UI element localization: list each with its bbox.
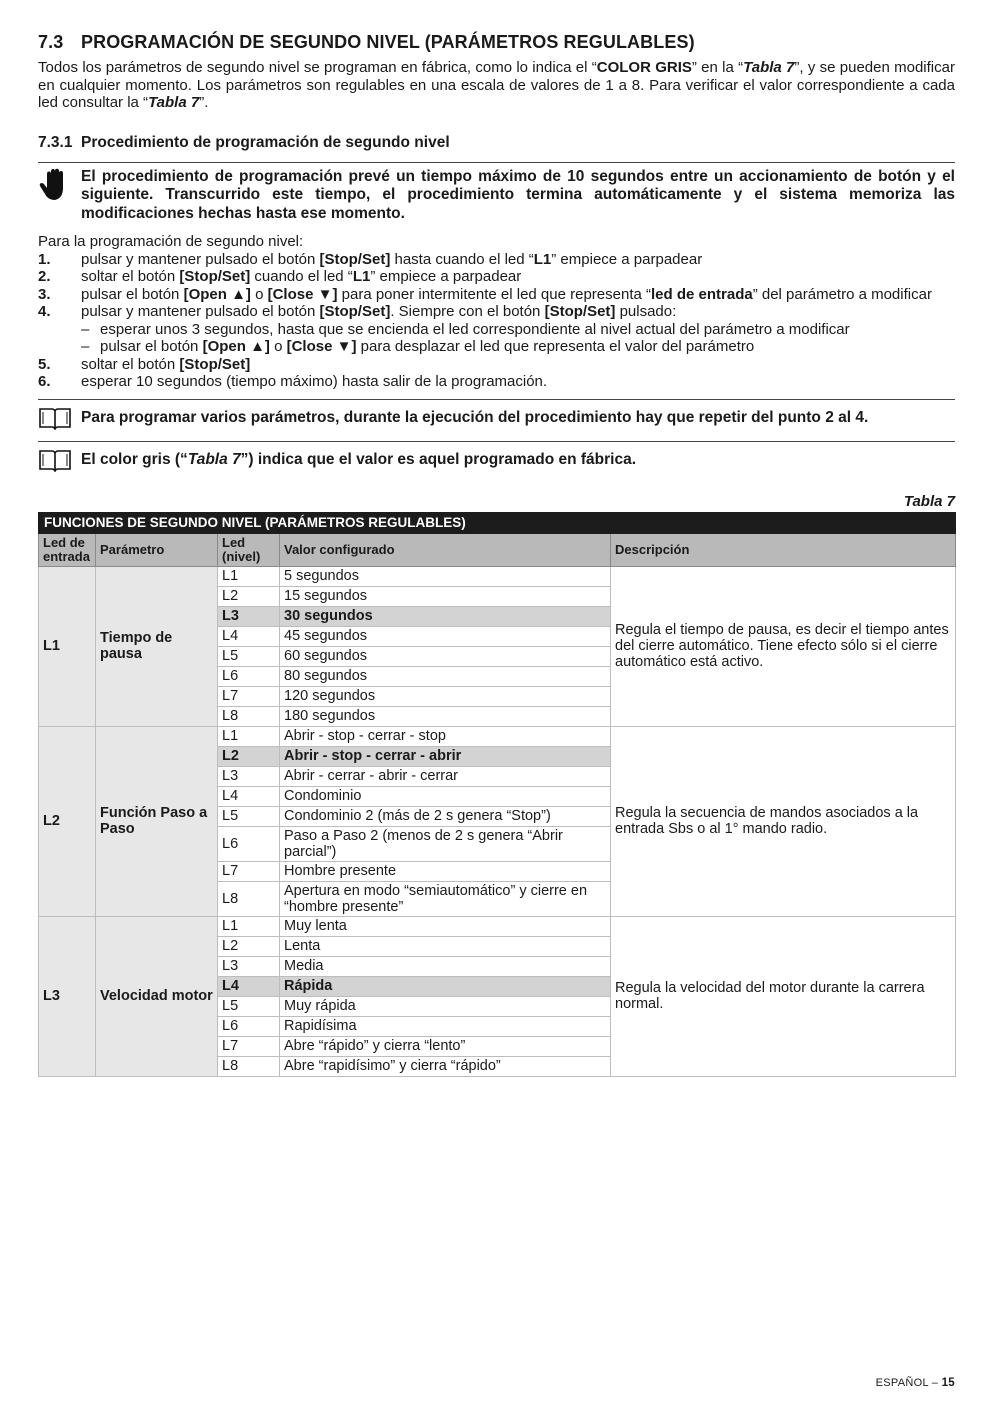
value-cell: Apertura en modo “semiautomático” y cierre en “hombre presente” [280,881,611,916]
intro-text: Todos los parámetros de segundo nivel se programan en fábrica, como lo indica el “ [38,59,597,76]
document-page [38,32,955,1077]
step-text: ” del parámetro a modificar [752,285,932,303]
step-text: para poner intermitente el led que representa “ [337,285,651,303]
value-cell: Lenta [280,936,611,956]
step-number: 5. [38,355,51,373]
header-descripcion: Descripción [611,533,956,566]
led-level-cell: L5 [218,996,280,1016]
led-level-cell: L8 [218,881,280,916]
parameter-group [39,566,956,726]
section-title: PROGRAMACIÓN DE SEGUNDO NIVEL (PARÁMETROS REGULABLES) [81,32,695,52]
description-cell: Regula el tiempo de pausa, es decir el tiempo antes del cierre automático. Tiene efecto sólo si el cierre automático está activo. [611,566,956,726]
header-led-nivel: Led (nivel) [218,533,280,566]
step-led-label: L1 [533,250,552,268]
value-cell: Abrir - stop - cerrar - stop [280,726,611,746]
value-cell: Condominio 2 (más de 2 s genera “Stop”) [280,806,611,826]
divider [38,441,955,442]
intro-text: ” en la “ [691,59,744,76]
led-level-cell: L3 [218,606,280,626]
led-entrada-cell: L2 [39,726,96,916]
step-text: esperar unos 3 segundos, hasta que se encienda el led correspondiente al nivel actual del parámetro a modificar [100,320,850,338]
step-number: 3. [38,285,51,303]
section-intro [38,59,955,112]
step-item [38,251,955,269]
led-level-cell: L6 [218,826,280,861]
step-number: 4. [38,303,51,320]
warning-text: El procedimiento de programación prevé un tiempo máximo de 10 segundos entre un accionamiento de botón y el siguiente. Transcurrido este tiempo, el procedimiento termina automáticamente y el sistema memoriza las modificaciones hechas hasta ese momento. [81,167,955,222]
led-level-cell: L3 [218,956,280,976]
value-cell: Media [280,956,611,976]
divider [38,162,955,163]
step-text: esperar 10 segundos (tiempo máximo) hasta salir de la programación. [81,373,548,390]
led-level-cell: L8 [218,706,280,726]
section-heading [38,32,955,53]
table-row [39,916,956,936]
substep-item [38,321,955,339]
value-cell: Abre “rápido” y cierra “lento” [280,1036,611,1056]
step-item [38,303,955,321]
note-text: El color gris (“ [81,450,188,468]
table-row [39,726,956,746]
warning-notice [38,168,955,224]
substep-item [38,338,955,356]
value-cell: 80 segundos [280,666,611,686]
led-level-cell: L6 [218,666,280,686]
led-level-cell: L4 [218,626,280,646]
led-level-cell: L7 [218,861,280,881]
header-led-entrada: Led de entrada [39,533,96,566]
step-button-label: [Stop/Set] [544,303,616,320]
value-cell: 5 segundos [280,566,611,586]
led-level-cell: L6 [218,1016,280,1036]
step-item [38,286,955,304]
value-cell: 45 segundos [280,626,611,646]
step-text: hasta cuando el led “ [390,250,534,268]
step-text: ” empiece a parpadear [551,250,703,268]
led-level-cell: L2 [218,936,280,956]
led-level-cell: L1 [218,726,280,746]
step-button-label: [Stop/Set] [319,303,391,320]
header-parametro: Parámetro [96,533,218,566]
value-cell: Muy rápida [280,996,611,1016]
step-text: para desplazar el led que representa el valor del parámetro [356,338,755,355]
note-text: ”) indica que el valor es aquel programado en fábrica. [240,450,637,468]
table-caption: Tabla 7 [903,492,955,510]
intro-table-ref: Tabla 7 [743,59,795,76]
parameter-cell: Tiempo de pausa [96,566,218,726]
section-number: 7.3 [38,32,64,52]
value-cell: 15 segundos [280,586,611,606]
step-text: o [250,285,268,303]
led-level-cell: L2 [218,746,280,766]
page-number: 15 [941,1377,955,1389]
led-level-cell: L4 [218,976,280,996]
step-item [38,268,955,286]
value-cell: Condominio [280,786,611,806]
note-repeat-text: Para programar varios parámetros, durante la ejecución del procedimiento hay que repetir del punto 2 al 4. [81,408,869,426]
header-valor: Valor configurado [280,533,611,566]
value-cell: Hombre presente [280,861,611,881]
step-button-label: [Stop/Set] [179,355,251,373]
led-entrada-cell: L1 [39,566,96,726]
step-text: cuando el led “ [250,268,353,285]
steps-lead: Para la programación de segundo nivel: [38,233,304,250]
procedure-steps [38,233,955,391]
step-button-label: [Stop/Set] [179,268,251,285]
intro-bold: COLOR GRIS [596,59,692,76]
value-cell: 30 segundos [280,606,611,626]
book-icon [38,406,72,430]
led-level-cell: L5 [218,646,280,666]
step-item [38,356,955,374]
parameter-cell: Función Paso a Paso [96,726,218,916]
parameters-table [38,512,956,1077]
description-cell: Regula la velocidad del motor durante la carrera normal. [611,916,956,1076]
value-cell: 60 segundos [280,646,611,666]
step-text: . Siempre con el botón [390,303,545,320]
parameter-group [39,916,956,1076]
led-level-cell: L1 [218,566,280,586]
value-cell: Abre “rapidísimo” y cierra “rápido” [280,1056,611,1076]
led-entrada-cell: L3 [39,916,96,1076]
subsection-heading [38,134,955,152]
note-table-ref: Tabla 7 [187,450,241,468]
table-row [39,566,956,586]
book-icon [38,448,72,472]
step-number: 1. [38,250,51,268]
substep-dash: – [81,320,90,338]
step-text: ” empiece a parpadear [370,268,522,285]
step-bold-term: led de entrada [651,285,753,303]
led-level-cell: L2 [218,586,280,606]
description-cell: Regula la secuencia de mandos asociados a la entrada Sbs o al 1° mando radio. [611,726,956,916]
parameter-group [39,726,956,916]
step-text: pulsar y mantener pulsado el botón [81,250,320,268]
parameter-cell: Velocidad motor [96,916,218,1076]
step-text: pulsado: [615,303,677,320]
step-number: 6. [38,373,51,390]
value-cell: Muy lenta [280,916,611,936]
led-level-cell: L7 [218,1036,280,1056]
led-level-cell: L5 [218,806,280,826]
step-text: pulsar y mantener pulsado el botón [81,303,320,320]
intro-table-ref: Tabla 7 [148,94,200,111]
note-repeat [38,402,955,437]
page-footer [876,1377,955,1389]
step-text: soltar el botón [81,355,180,373]
value-cell: Paso a Paso 2 (menos de 2 s genera “Abrir parcial”) [280,826,611,861]
led-level-cell: L1 [218,916,280,936]
step-button-label: [Close ▼] [286,338,357,355]
led-level-cell: L8 [218,1056,280,1076]
table-title: FUNCIONES DE SEGUNDO NIVEL (PARÁMETROS REGULABLES) [39,512,956,533]
step-led-label: L1 [352,268,371,285]
value-cell: 120 segundos [280,686,611,706]
note-grey-text [81,449,955,470]
hand-stop-icon [38,168,72,204]
step-text: pulsar el botón [100,338,203,355]
step-button-label: [Open ▲] [202,338,270,355]
step-button-label: [Open ▲] [183,285,251,303]
step-text: soltar el botón [81,268,180,285]
footer-language: ESPAÑOL – [875,1377,942,1389]
value-cell: Abrir - stop - cerrar - abrir [280,746,611,766]
divider [38,399,955,400]
step-button-label: [Stop/Set] [319,250,391,268]
led-level-cell: L4 [218,786,280,806]
value-cell: 180 segundos [280,706,611,726]
subsection-number: 7.3.1 [38,133,73,151]
value-cell: Abrir - cerrar - abrir - cerrar [280,766,611,786]
led-level-cell: L3 [218,766,280,786]
step-text: pulsar el botón [81,285,184,303]
subsection-title: Procedimiento de programación de segundo nivel [81,133,450,151]
note-grey [38,444,955,479]
step-item [38,373,955,391]
value-cell: Rápida [280,976,611,996]
substep-dash: – [81,338,90,355]
intro-text: ”, y se pueden modificar en cualquier momento. Los parámetros son regulables en una escala de valores de 1 a 8. Para verificar el valor correspondiente a cada led consultar la “ [38,59,955,111]
step-button-label: [Close ▼] [267,285,338,303]
step-text: o [269,338,287,355]
led-level-cell: L7 [218,686,280,706]
intro-text: ”. [199,94,209,111]
step-number: 2. [38,268,51,285]
value-cell: Rapidísima [280,1016,611,1036]
